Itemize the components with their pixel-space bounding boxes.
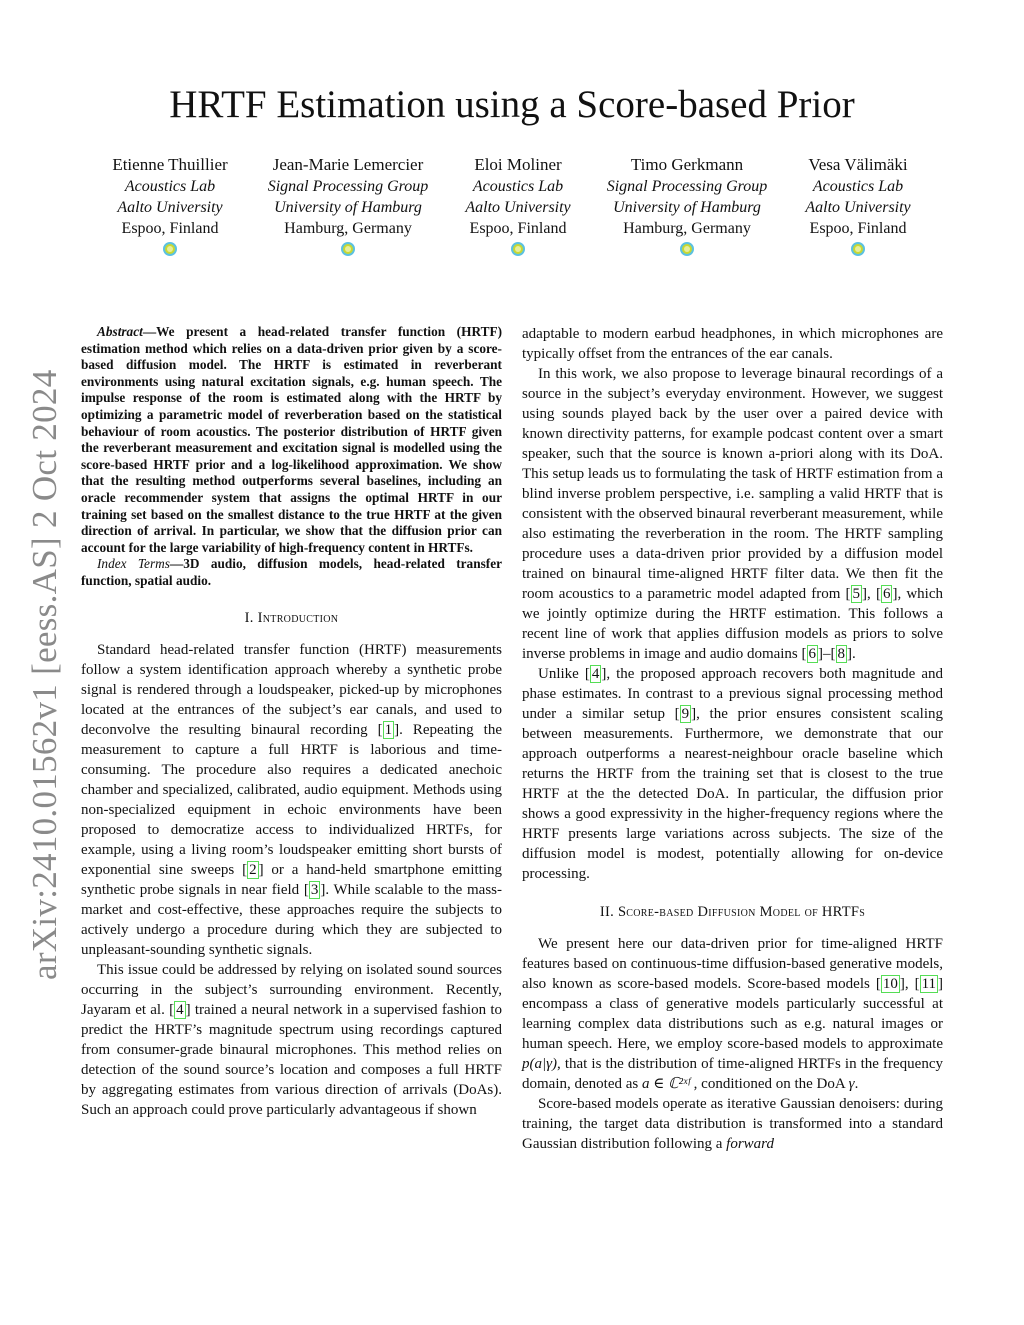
citation-link[interactable]: 6 bbox=[808, 646, 817, 662]
author-dept: Acoustics Lab bbox=[124, 178, 216, 195]
author-name: Timo Gerkmann bbox=[630, 155, 744, 174]
paper-title: HRTF Estimation using a Score-based Prior bbox=[169, 83, 855, 126]
intro-paragraph-3: In this work, we also propose to leverage binaural recordings of a source in the subject’s everyday environment. However, we suggest using sounds played back by the user over a paired device with known directivity patterns, for example podcast content over a smart speaker, such that the source is known a-priori along with its DoA. This setup leads us to formulating the task of HRTF estimation from a blind inverse problem perspective, i.e. sampling a valid HRTF that is consistent with the observed binaural reverberant measurement, while also estimating the reverberation in the room. The HRTF sampling procedure uses a data-driven prior provided by a diffusion model trained on binaural time-aligned HRTF filter data. We then fit the room acoustics to a parametric model adapted from [ 5 ], [ 6 ], which we jointly optimize during the HRTF estimation. This follows a recent line of work that applies diffusion models as priors to solve inverse problems in image and audio domains [ 6 ]–[ 8 ]. bbox=[522, 366, 944, 662]
citation-link[interactable]: 10 bbox=[882, 976, 898, 992]
intro-paragraph-continued: adaptable to modern earbud headphones, in which microphones are typically offset from the entrances of the ear canals. bbox=[522, 326, 943, 362]
citation-link[interactable]: 6 bbox=[882, 586, 891, 602]
author-inst: Aalto University bbox=[465, 199, 571, 216]
citation-link[interactable]: 4 bbox=[176, 1001, 184, 1018]
abstract bbox=[81, 324, 502, 556]
author-city: Hamburg, Germany bbox=[623, 220, 751, 237]
orcid-icon[interactable] bbox=[851, 242, 865, 256]
author-4 bbox=[587, 154, 787, 262]
right-column bbox=[522, 324, 943, 1154]
author-city: Hamburg, Germany bbox=[284, 220, 412, 237]
citation-link[interactable]: 2 bbox=[249, 861, 257, 878]
author-1 bbox=[70, 154, 270, 262]
orcid-icon[interactable] bbox=[341, 242, 355, 256]
author-dept: Acoustics Lab bbox=[812, 178, 904, 195]
author-dept: Acoustics Lab bbox=[472, 178, 564, 195]
citation-link[interactable]: 9 bbox=[681, 706, 690, 722]
author-inst: University of Hamburg bbox=[613, 199, 761, 216]
citation-link[interactable]: 4 bbox=[591, 666, 600, 682]
author-inst: University of Hamburg bbox=[274, 199, 422, 216]
author-name: Jean-Marie Lemercier bbox=[272, 155, 424, 174]
index-terms bbox=[81, 556, 502, 589]
author-name: Etienne Thuillier bbox=[112, 155, 228, 174]
section2-paragraph-1: We present here our data-driven prior for time-aligned HRTF features based on continuous-time diffusion-based generative models, also known as score-based models. Score-based models [ 10 ], [ 11 ] encompass a class of generative models particularly successful at learning complex data distributions such as e.g. natural images or human speech. Here, we employ score-based models to approximate p(a|γ), that is the distribution of time-aligned HRTFs in the frequency domain, denoted as a ∈ ℂ²ˣᶠ , conditioned on the DoA γ. bbox=[522, 936, 944, 1092]
author-city: Espoo, Finland bbox=[121, 220, 219, 237]
citation-link[interactable]: 8 bbox=[837, 646, 846, 662]
intro-paragraph-1: Standard head-related transfer function (HRTF) measurements follow a system identification approach whereby a synthetic probe signal is rendered through a loudspeaker, picked-up by microphones located at the entrances of the subject’s ear canals, and used to deconvolve the resulting binaural recording [ 1 ]. Repeating the measurement to capture a full HRTF is laborious and time-consuming. The procedure also requires a dedicated anechoic chamber and specialized, calibrated, audio equipment. Methods using non-specialized equipment in echoic environments have been proposed to democratize access to individualized HRTFs, for example, using a living room’s loudspeaker emitting short bursts of exponential sine sweeps [ 2 ] or a hand-held smartphone emitting synthetic probe signals in near field [ 3 ]. While scalable to the mass-market and cost-effective, these approaches require the subjects to actively undergo a procedure during which they are subjected to unpleasant-sounding synthetic signals. bbox=[81, 641, 503, 958]
author-dept: Signal Processing Group bbox=[267, 178, 429, 195]
math-expression: a ∈ ℂ²ˣᶠ bbox=[641, 1076, 690, 1092]
intro-paragraph-4: Unlike [ 4 ], the proposed approach recovers both magnitude and phase estimates. In contrast to a previous signal processing method under a similar setup [ 9 ], the prior ensures consistent scaling between measurements. Furthermore, we demonstrate that our approach outperforms a nearest-neighbour oracle baseline which returns the HRTF from the training set that is closest to the true HRTF at the the detected DoA. In particular, the diffusion prior shows a good expressivity in the higher-frequency regions where the HRTF presents large variations across subjects. The size of the diffusion model is modest, potentially allowing for on-device processing. bbox=[522, 666, 944, 882]
abstract-lead: Abstract bbox=[97, 324, 143, 339]
section2-paragraph-2: Score-based models operate as iterative Gaussian denoisers: during training, the target data distribution is transformed into a standard Gaussian distribution following a forward bbox=[522, 1096, 943, 1152]
left-column bbox=[81, 324, 502, 1120]
author-inst: Aalto University bbox=[805, 199, 911, 216]
author-inst: Aalto University bbox=[117, 199, 223, 216]
section-heading-score-based-model: II. Score-based Diffusion Model of HRTFs bbox=[599, 904, 866, 920]
orcid-icon[interactable] bbox=[511, 242, 525, 256]
citation-link[interactable]: 11 bbox=[921, 976, 937, 992]
orcid-icon[interactable] bbox=[163, 242, 177, 256]
citation-link[interactable]: 1 bbox=[384, 721, 393, 738]
citation-link[interactable]: 5 bbox=[852, 586, 861, 602]
orcid-icon[interactable] bbox=[680, 242, 694, 256]
author-dept: Signal Processing Group bbox=[606, 178, 768, 195]
intro-paragraph-2: This issue could be addressed by relying on isolated sound sources occurring in the subject’s surrounding environment. Recently, Jayaram et al. [ 4 ] trained a neural network in a supervised fashion to predict the HRTF’s magnitude spectrum using recordings captured from consumer-grade binaural microphones. This method relies on detection of the sound source’s location and composes a full HRTF by aggregating estimates from various direction of arrivals (DoAs). Such an approach could prove particularly advantageous if shown bbox=[81, 961, 502, 1118]
author-5 bbox=[758, 154, 958, 262]
citation-link[interactable]: 3 bbox=[310, 881, 319, 898]
index-terms-lead: Index Terms bbox=[97, 556, 170, 572]
math-expression: γ bbox=[848, 1076, 855, 1092]
author-block bbox=[0, 154, 1024, 264]
math-expression: p(a|γ) bbox=[522, 1056, 558, 1072]
abstract-text: —We present a head-related transfer function (HRTF) estimation method which relies on a data-driven prior given by a score-based diffusion model. The HRTF is estimated in reverberant environments using natural excitation signals, e.g. human speech. The impulse response of the room is estimated along with the HRTF by optimizing a parametric model of reverberation based on the statistical behaviour of room acoustics. The posterior distribution of HRTF given the reverberant measurement and excitation signal is modelled using the score-based HRTF prior and a log-likelihood approximation. We show that the resulting method outperforms several baselines, including an oracle recommender system that assigns the optimal HRTF in our training set based on the smallest distance to the true HRTF at the given direction of arrival. In particular, we show that the diffusion prior can account for the large variability of high-frequency content in HRTFs. bbox=[81, 324, 502, 555]
section-heading-introduction: I. Introduction bbox=[244, 609, 339, 626]
author-city: Espoo, Finland bbox=[809, 220, 907, 237]
author-name: Eloi Moliner bbox=[474, 155, 562, 174]
author-name: Vesa Välimäki bbox=[808, 155, 908, 174]
index-terms-text: —3D audio, diffusion models, head-related transfer function, spatial audio. bbox=[81, 556, 502, 588]
author-city: Espoo, Finland bbox=[469, 220, 567, 237]
arxiv-identifier: arXiv:2410.01562v1 [eess.AS] 2 Oct 2024 bbox=[25, 369, 64, 980]
